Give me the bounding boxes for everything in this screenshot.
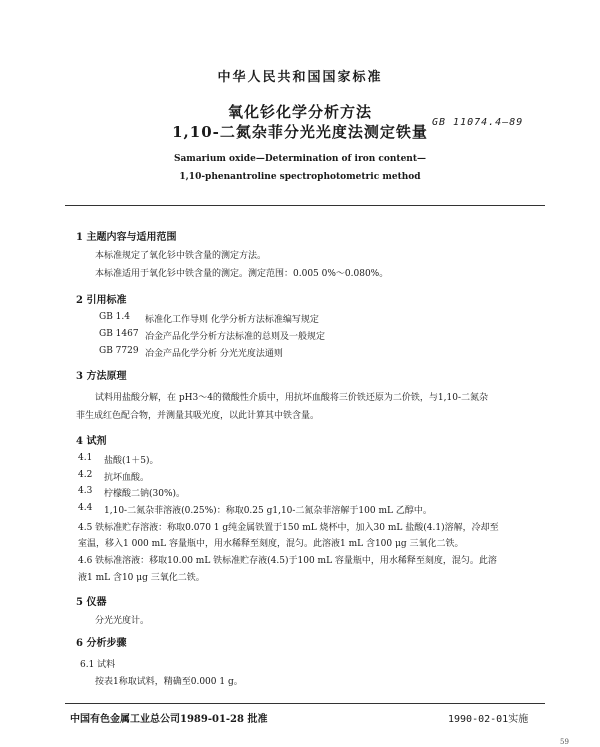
footer-divider	[65, 703, 545, 704]
reagent-4-6-line-2: 液1 mL 含10 μg 三氧化二铁。	[78, 573, 205, 583]
english-title-line1: Samarium oxide—Determination of iron content—	[173, 154, 427, 164]
section-3-heading: 3 方法原理	[76, 371, 127, 382]
section-6-1-paragraph: 按表1称取试料，精确至0.000 1 g。	[95, 677, 243, 687]
section-1-heading: 1 主题内容与适用范围	[76, 232, 177, 243]
reagent-number: 4.2	[78, 470, 93, 480]
approval-text: 中国有色金属工业总公司1989-01-28 批准	[70, 714, 268, 725]
section-6-heading: 6 分析步骤	[76, 638, 127, 649]
section-4-heading: 4 试剂	[76, 436, 107, 447]
english-title-line2: 1,10-phenantroline spectrophotometric method	[179, 172, 421, 182]
reference-code: GB 7729	[99, 346, 139, 356]
reference-title: 标准化工作导则 化学分析方法标准编写规定	[145, 315, 319, 325]
reference-title: 冶金产品化学分析方法标准的总则及一般规定	[145, 332, 326, 342]
reagent-text: 柠檬酸二钠(30%)。	[104, 489, 186, 499]
reagent-number: 4.4	[78, 503, 93, 513]
section-3-line-2: 菲生成红色配合物，并测量其吸光度，以此计算其中铁含量。	[76, 411, 320, 421]
reagent-4-5-line-1: 4.5 铁标准贮存溶液：称取0.070 1 g纯金属铁置于150 mL 烧杯中，加入30 mL 盐酸(4.1)溶解，冷却至	[78, 523, 499, 533]
page-number: 59	[560, 738, 569, 746]
section-5-paragraph: 分光光度计。	[95, 616, 150, 626]
header-divider	[65, 205, 545, 206]
section-6-1-heading: 6.1 试料	[80, 660, 116, 670]
section-3-line-1: 试料用盐酸分解，在 pH3～4的微酸性介质中，用抗坏血酸将三价铁还原为二价铁，与1,10-二氮杂	[95, 393, 489, 403]
section-5-heading: 5 仪器	[76, 597, 107, 608]
reagent-number: 4.3	[78, 486, 93, 496]
section-1-paragraph-2: 本标准适用于氧化钐中铁含量的测定。测定范围：0.005 0%～0.080%。	[95, 269, 389, 279]
reagent-text: 盐酸(1＋5)。	[104, 456, 159, 466]
document-title-line2: 1,10-二氮杂菲分光光度法测定铁量	[172, 123, 428, 141]
implementation-text: 1990-02-01实施	[448, 714, 529, 725]
reference-code: GB 1467	[99, 329, 139, 339]
section-1-paragraph-1: 本标准规定了氧化钐中铁含量的测定方法。	[95, 251, 267, 261]
reference-code: GB 1.4	[99, 312, 130, 322]
standard-number: GB 11074.4—89	[432, 117, 524, 128]
section-2-heading: 2 引用标准	[76, 295, 127, 306]
reagent-4-5-line-2: 室温，移入1 000 mL 容量瓶中，用水稀释至刻度，混匀。此溶液1 mL 含100 μg 三氧化二铁。	[78, 539, 464, 549]
reagent-text: 抗坏血酸。	[104, 473, 150, 483]
reagent-text: 1,10-二氮杂菲溶液(0.25%)：称取0.25 g1,10-二氮杂菲溶解于100 mL 乙醇中。	[104, 506, 432, 516]
country-standard-title: 中华人民共和国国家标准	[217, 70, 383, 85]
document-title-line1: 氧化钐化学分析方法	[227, 103, 372, 121]
reagent-number: 4.1	[78, 453, 93, 463]
reference-title: 冶金产品化学分析 分光光度法通则	[145, 349, 283, 359]
reagent-4-6-line-1: 4.6 铁标准溶液：移取10.00 mL 铁标准贮存液(4.5)于100 mL 容量瓶中，用水稀释至刻度，混匀。此溶	[78, 556, 497, 566]
